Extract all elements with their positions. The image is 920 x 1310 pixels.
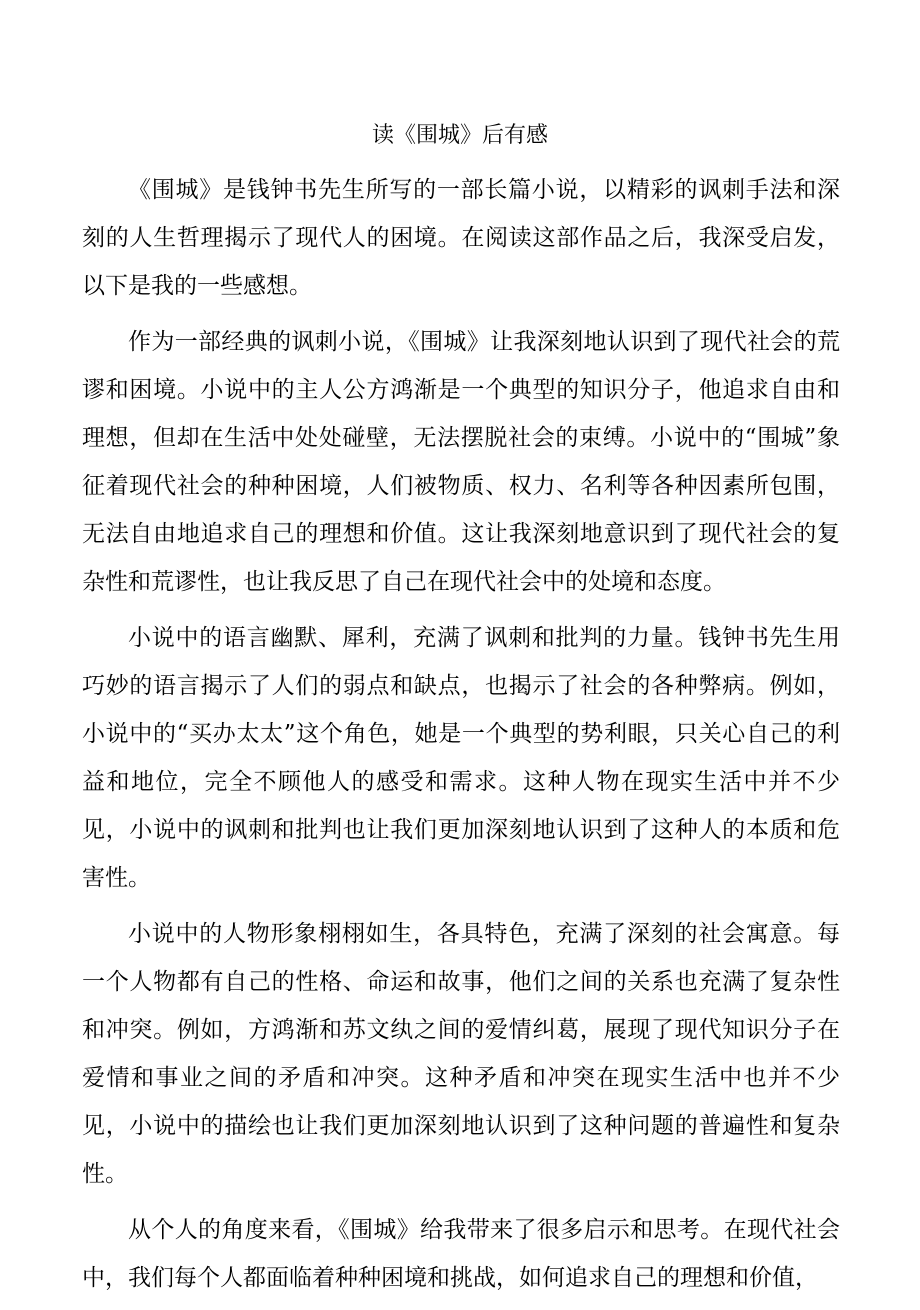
paragraph-5: 从个人的角度来看，《围城》给我带来了很多启示和思考。在现代社会中，我们每个人都面临着种种困境和挑战，如何追求自己的理想和价值， xyxy=(82,1217,840,1291)
paragraph-4: 小说中的人物形象栩栩如生，各具特色，充满了深刻的社会寓意。每一个人物都有自己的性格、命运和故事，他们之间的关系也充满了复杂性和冲突。例如，方鸿渐和苏文纨之间的爱情纠葛，展现了现代知识分子在爱情和事业之间的矛盾和冲突。这种矛盾和冲突在现实生活中也并不少见，小说中的描绘也让我们更加深刻地认识到了这种问题的普遍性和复杂性。 xyxy=(82,921,840,1187)
document-body xyxy=(82,166,840,1310)
paragraph-2: 作为一部经典的讽刺小说，《围城》让我深刻地认识到了现代社会的荒谬和困境。小说中的主人公方鸿渐是一个典型的知识分子，他追求自由和理想，但却在生活中处处碰壁，无法摆脱社会的束缚。小说中的“围城”象征着现代社会的种种困境，人们被物质、权力、名利等各种因素所包围，无法自由地追求自己的理想和价值。这让我深刻地意识到了现代社会的复杂性和荒谬性，也让我反思了自己在现代社会中的处境和态度。 xyxy=(82,329,840,595)
paragraph-1: 《围城》是钱钟书先生所写的一部长篇小说，以精彩的讽刺手法和深刻的人生哲理揭示了现代人的困境。在阅读这部作品之后，我深受启发，以下是我的一些感想。 xyxy=(82,177,840,299)
paragraph-3: 小说中的语言幽默、犀利，充满了讽刺和批判的力量。钱钟书先生用巧妙的语言揭示了人们的弱点和缺点，也揭示了社会的各种弊病。例如，小说中的“买办太太”这个角色，她是一个典型的势利眼，只关心自己的利益和地位，完全不顾他人的感受和需求。这种人物在现实生活中并不少见，小说中的讽刺和批判也让我们更加深刻地认识到了这种人的本质和危害性。 xyxy=(82,625,840,891)
document-title: 读《围城》后有感 xyxy=(371,123,548,148)
